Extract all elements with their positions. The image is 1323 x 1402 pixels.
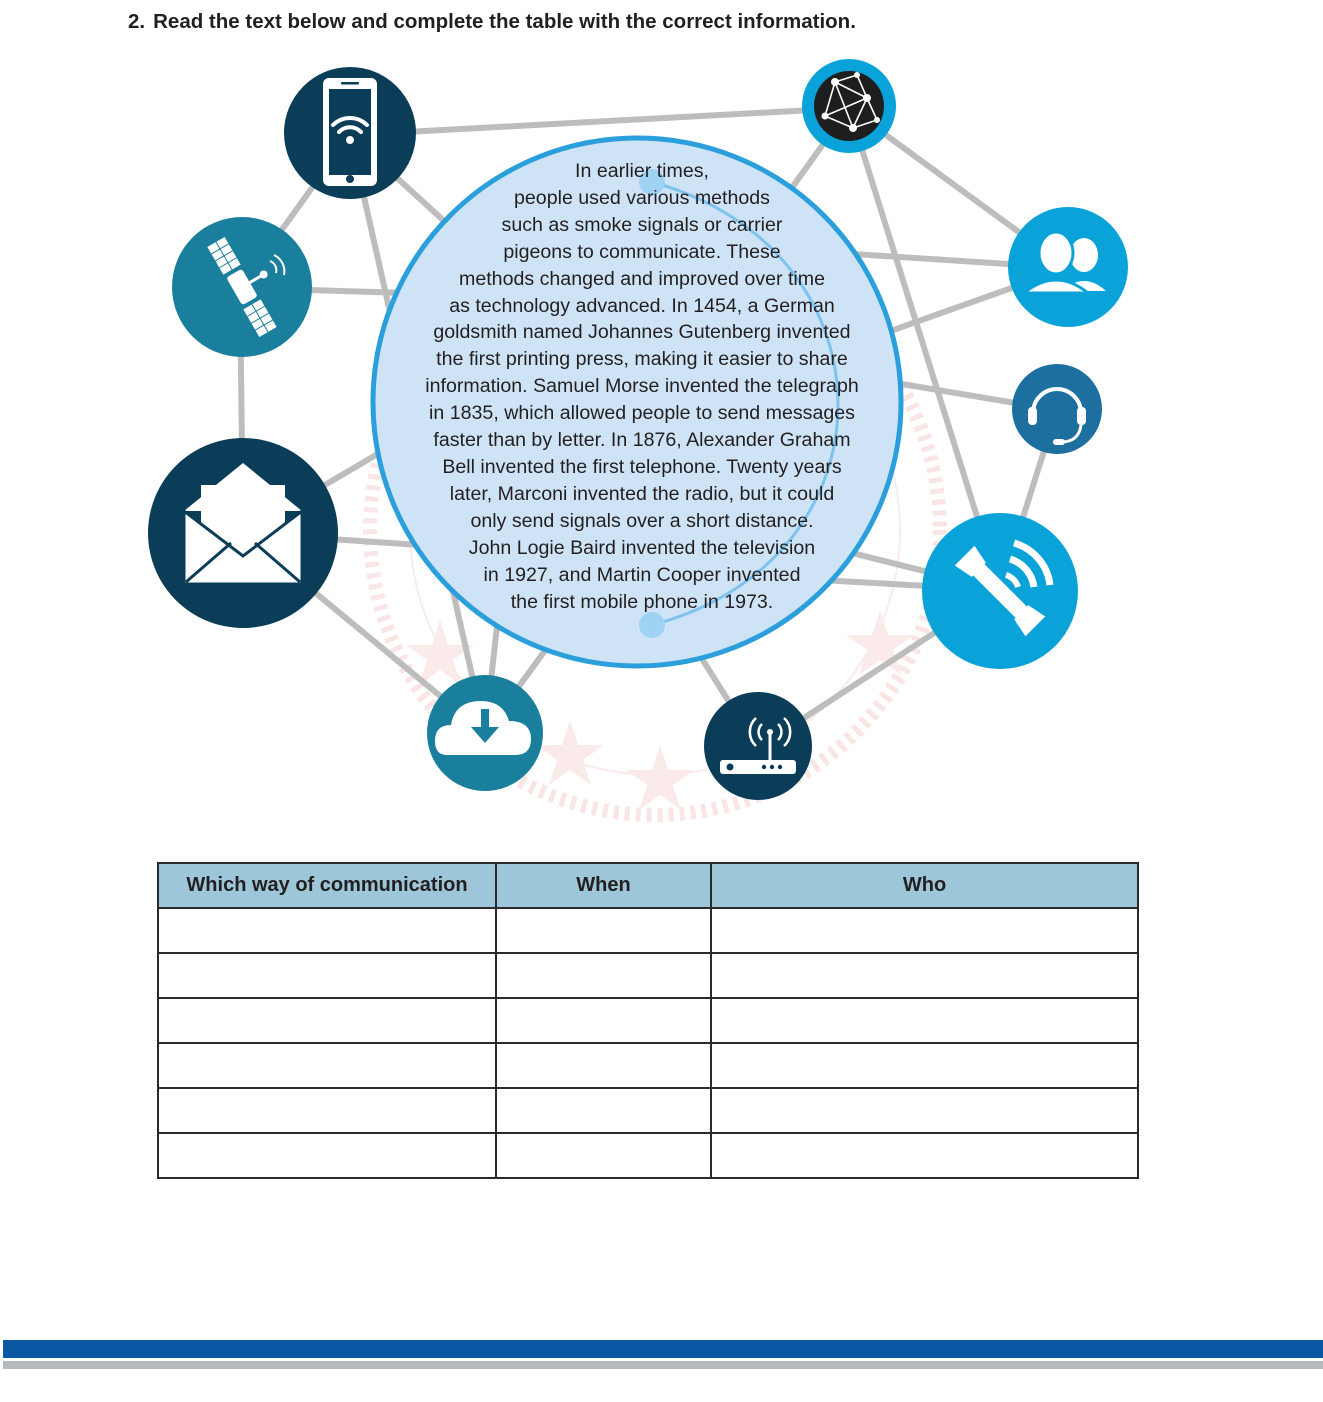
- passage-line: John Logie Baird invented the television: [468, 536, 816, 559]
- way-cell[interactable]: [158, 998, 496, 1043]
- passage-line: people used various methods: [514, 186, 770, 209]
- when-cell[interactable]: [496, 998, 711, 1043]
- passage-line: information. Samuel Morse invented the telegraph: [425, 375, 859, 398]
- cloud-download-icon: [427, 675, 543, 791]
- passage-line: faster than by letter. In 1876, Alexander Graham: [433, 429, 851, 452]
- reading-passage: [386, 158, 898, 615]
- table-header-row: [158, 863, 1138, 908]
- passage-line: the first mobile phone in 1973.: [510, 590, 774, 613]
- users-icon: [1008, 207, 1128, 327]
- header-way-of-communication: Which way of communication: [158, 863, 496, 908]
- footer-blue-bar: [3, 1340, 1323, 1358]
- instruction-text: Read the text below and complete the table with the correct information.: [153, 10, 856, 33]
- passage-line: in 1927, and Martin Cooper invented: [483, 563, 801, 586]
- passage-line: such as smoke signals or carrier: [501, 213, 783, 236]
- passage-line: the first printing press, making it easier to share: [436, 348, 848, 371]
- passage-line: later, Marconi invented the radio, but it could: [449, 482, 835, 505]
- headset-icon: [1012, 364, 1102, 454]
- global-network-icon: [802, 59, 896, 153]
- who-cell[interactable]: [711, 1043, 1138, 1088]
- header-when: When: [496, 863, 711, 908]
- way-cell[interactable]: [158, 1043, 496, 1088]
- when-cell[interactable]: [496, 908, 711, 953]
- way-cell[interactable]: [158, 908, 496, 953]
- when-cell[interactable]: [496, 1088, 711, 1133]
- passage-line: as technology advanced. In 1454, a German: [449, 294, 835, 317]
- passage-line: only send signals over a short distance.: [470, 509, 814, 532]
- footer-grey-bar: [3, 1361, 1323, 1369]
- way-cell[interactable]: [158, 1088, 496, 1133]
- passage-line: Bell invented the first telephone. Twenty years: [442, 455, 842, 478]
- passage-line: in 1835, which allowed people to send messages: [429, 402, 855, 425]
- table-row: [158, 953, 1138, 998]
- table-row: [158, 1088, 1138, 1133]
- telephone-handset-icon: [922, 513, 1078, 669]
- passage-line: In earlier times,: [575, 160, 709, 182]
- satellite-icon: [172, 217, 312, 357]
- when-cell[interactable]: [496, 1133, 711, 1178]
- exercise-number: 2.: [128, 10, 146, 33]
- who-cell[interactable]: [711, 953, 1138, 998]
- passage-line: methods changed and improved over time: [459, 267, 825, 290]
- who-cell[interactable]: [711, 1133, 1138, 1178]
- table-row: [158, 998, 1138, 1043]
- way-cell[interactable]: [158, 1133, 496, 1178]
- table-row: [158, 908, 1138, 953]
- who-cell[interactable]: [711, 908, 1138, 953]
- table-row: [158, 1133, 1138, 1178]
- answer-table: [157, 862, 1139, 1179]
- when-cell[interactable]: [496, 953, 711, 998]
- header-who: Who: [711, 863, 1138, 908]
- envelope-icon: [148, 438, 338, 628]
- passage-line: goldsmith named Johannes Gutenberg invented: [433, 321, 851, 344]
- way-cell[interactable]: [158, 953, 496, 998]
- when-cell[interactable]: [496, 1043, 711, 1088]
- passage-line: pigeons to communicate. These: [503, 240, 781, 263]
- who-cell[interactable]: [711, 1088, 1138, 1133]
- who-cell[interactable]: [711, 998, 1138, 1043]
- table-row: [158, 1043, 1138, 1088]
- wifi-router-icon: [704, 692, 812, 800]
